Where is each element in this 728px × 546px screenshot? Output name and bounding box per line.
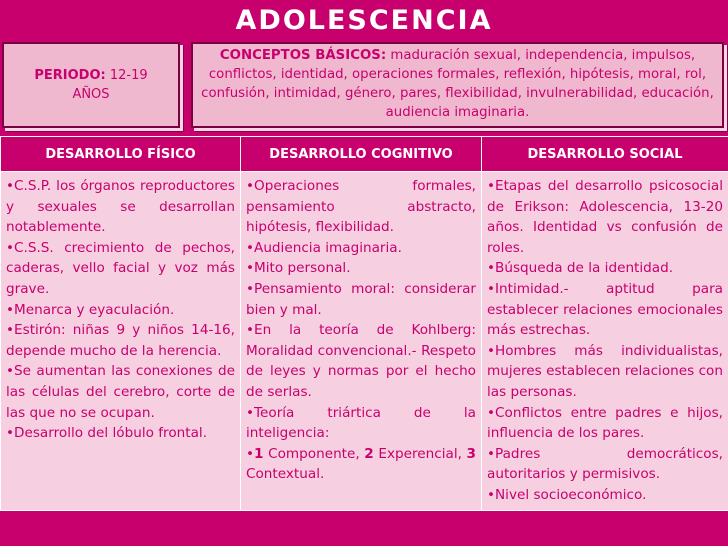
list-item: •Audiencia imaginaria. <box>246 239 402 256</box>
periodo-unit: AÑOS <box>72 87 110 102</box>
cognitivo-cell <box>241 172 482 511</box>
periodo-value: 12-19 <box>109 68 148 83</box>
fisico-cell <box>1 172 241 511</box>
conceptos-text: maduración sexual, independencia, impulsos, conflictos, identidad, operaciones formales, reflexión, hipótesis, moral, rol, confusión, intimidad, género, pares, flexibilidad, invulnerabilidad, educación, audiencia imaginaria. <box>201 48 714 120</box>
list-item: •Padres democráticos, autoritarios y permisivos. <box>487 445 723 483</box>
header-cognitivo: DESARROLLO COGNITIVO <box>241 137 482 172</box>
list-item: •En la teoría de Kohlberg: Moralidad convencional.- Respeto de leyes y normas por el hecho de serlas. <box>246 322 476 400</box>
list-item: •Conflictos entre padres e hijos, influencia de los pares. <box>487 404 723 442</box>
list-item: •Nivel socioeconómico. <box>487 486 647 503</box>
header-social: DESARROLLO SOCIAL <box>482 137 728 172</box>
page-title: ADOLESCENCIA <box>235 5 493 36</box>
list-item: •Pensamiento moral: considerar bien y mal. <box>246 280 476 318</box>
list-item: •C.S.S. crecimiento de pechos, caderas, vello facial y voz más grave. <box>6 239 235 297</box>
development-table <box>0 136 728 511</box>
list-item: •Estirón: niñas 9 y niños 14-16, depende mucho de la herencia. <box>6 322 235 359</box>
list-item: •Hombres más individualistas, mujeres establecen relaciones con las personas. <box>487 342 723 400</box>
component-number: 2 <box>364 445 374 462</box>
social-cell <box>482 172 728 511</box>
component-number: 1 <box>254 445 264 462</box>
list-item: •Búsqueda de la identidad. <box>487 260 674 277</box>
list-item: •Desarrollo del lóbulo frontal. <box>6 425 208 442</box>
table-header-row <box>1 137 728 172</box>
periodo-label: PERIODO: <box>34 68 106 83</box>
component-label: Contextual. <box>246 466 325 483</box>
periodo-box <box>2 42 180 128</box>
list-item: •Etapas del desarrollo psicosocial de Erikson: Adolescencia, 13-20 años. Identidad vs confusión de roles. <box>487 178 723 256</box>
conceptos-box <box>191 42 724 128</box>
list-item-componentes: •1 Componente, 2 Experencial, 3 Contextual. <box>246 445 476 483</box>
list-item: •Teoría triártica de la inteligencia: <box>246 404 476 442</box>
list-item: •Menarca y eyaculación. <box>6 301 175 318</box>
header-fisico: DESARROLLO FÍSICO <box>1 137 241 172</box>
list-item: •Se aumentan las conexiones de las células del cerebro, corte de las que no se ocupan. <box>6 363 235 421</box>
list-item: •Intimidad.- aptitud para establecer relaciones emocionales más estrechas. <box>487 280 723 339</box>
list-item: •C.S.P. los órganos reproductores y sexuales se desarrollan notablemente. <box>6 178 235 236</box>
table-row <box>1 172 728 511</box>
list-item: •Operaciones formales, pensamiento abstracto, hipótesis, flexibilidad. <box>246 178 476 236</box>
conceptos-label: CONCEPTOS BÁSICOS: <box>219 48 387 63</box>
component-label: Experencial, <box>378 445 462 462</box>
list-item: •Mito personal. <box>246 260 351 277</box>
component-label: Componente, <box>268 445 360 462</box>
component-number: 3 <box>466 445 476 462</box>
